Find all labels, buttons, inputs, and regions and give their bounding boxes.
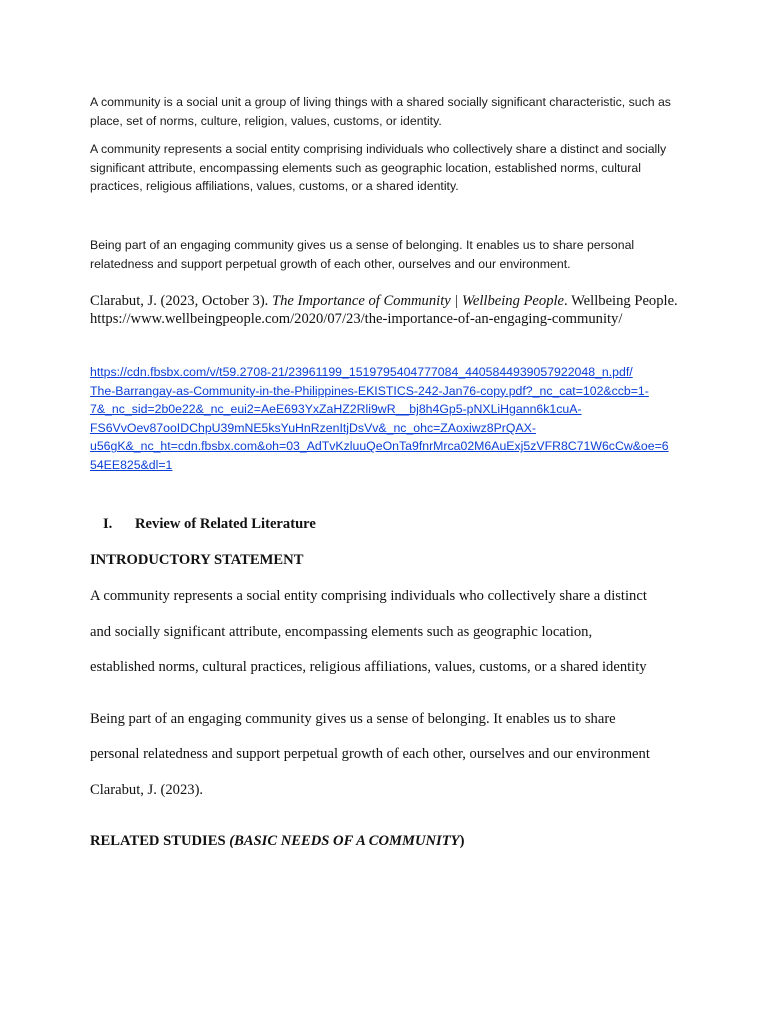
paragraph-community-definition: A community is a social unit a group of living things with a shared socially significant characteristic, such as place, set of norms, culture, religion, values, customs, or identity. bbox=[90, 95, 671, 128]
pdf-link-line[interactable]: u56gK&_nc_ht=cdn.fbsbx.com&oh=03_AdTvKzluuQeOnTa9fnrMrca02M6AuExj5zVFR8C71W6cCw&oe=6 bbox=[90, 439, 669, 454]
pdf-link[interactable] bbox=[90, 363, 682, 475]
related-studies-prefix: RELATED STUDIES bbox=[90, 833, 230, 849]
belonging-line: Being part of an engaging community gives us a sense of belonging. It enables us to share bbox=[90, 711, 616, 727]
intro-line: A community represents a social entity comprising individuals who collectively share a distinct bbox=[90, 588, 647, 604]
reference-prefix: Clarabut, J. (2023, October 3). bbox=[90, 293, 272, 309]
section-numeral: I. bbox=[103, 516, 113, 532]
intro-line: established norms, cultural practices, religious affiliations, values, customs, or a shared identity bbox=[90, 659, 647, 675]
reference-title: The Importance of Community | Wellbeing People bbox=[271, 293, 565, 309]
section-title: Review of Related Literature bbox=[135, 516, 316, 532]
belonging-line: Clarabut, J. (2023). bbox=[90, 782, 204, 798]
pdf-link-line[interactable]: FS6VvOev87ooIDChpU39mNE5ksYuHnRzenItjDsVv&_nc_ohc=ZAoxiwz8PrQAX- bbox=[90, 420, 536, 435]
related-studies-heading bbox=[90, 831, 680, 851]
related-studies-suffix: ) bbox=[459, 833, 465, 849]
reference-suffix: . Wellbeing People. https://www.wellbeingpeople.com/2020/07/23/the-importance-of-an-engaging-community/ bbox=[90, 293, 678, 328]
reference-citation bbox=[90, 292, 680, 329]
paragraph-community-represents: A community represents a social entity comprising individuals who collectively share a distinct and socially significant attribute, encompassing elements such as geographic location, established norms, cultural practices, religious affiliations, values, customs, or a shared identity. bbox=[90, 142, 667, 194]
belonging-line: personal relatedness and support perpetual growth of each other, ourselves and our environment bbox=[90, 746, 650, 762]
introductory-statement-heading: INTRODUCTORY STATEMENT bbox=[90, 552, 304, 568]
pdf-link-line[interactable]: The-Barrangay-as-Community-in-the-Philippines-EKISTICS-242-Jan76-copy.pdf?_nc_cat=102&ccb=1- bbox=[90, 383, 649, 398]
pdf-link-line[interactable]: 7&_nc_sid=2b0e22&_nc_eui2=AeE693YxZaHZ2Rli9wR__bj8h4Gp5-pNXLiHgann6k1cuA- bbox=[90, 402, 582, 417]
pdf-link-line[interactable]: 54EE825&dl=1 bbox=[90, 457, 173, 472]
intro-line: and socially significant attribute, encompassing elements such as geographic location, bbox=[90, 624, 593, 640]
pdf-link-line[interactable]: https://cdn.fbsbx.com/v/t59.2708-21/23961199_1519795404777084_4405844939057922048_n.pdf/ bbox=[90, 365, 633, 379]
paragraph-belonging: Being part of an engaging community gives us a sense of belonging. It enables us to share personal relatedness and support perpetual growth of each other, ourselves and our environment. bbox=[90, 238, 635, 271]
related-studies-italic: (BASIC NEEDS OF A COMMUNITY bbox=[229, 833, 460, 849]
